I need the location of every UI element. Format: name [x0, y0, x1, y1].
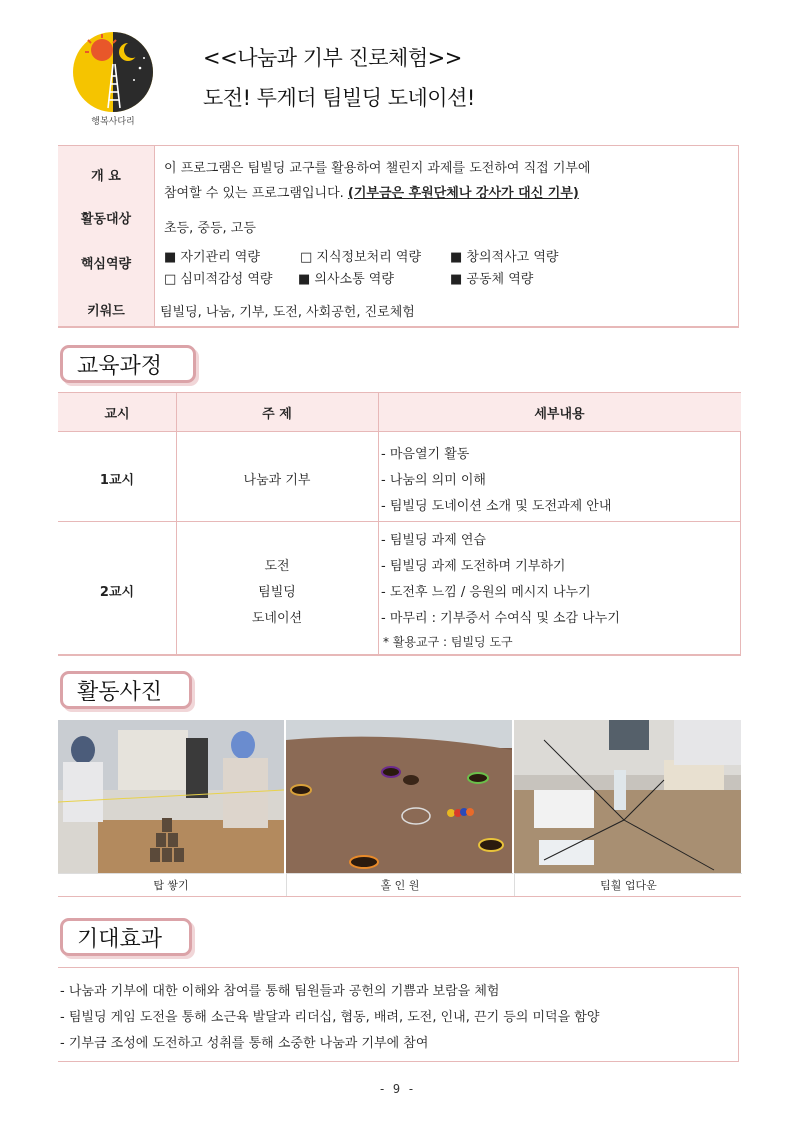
curriculum-header-period: 교시 — [58, 393, 176, 431]
period-1: 1교시 — [99, 473, 135, 488]
photo-tower-stacking — [58, 720, 284, 873]
competency-knowledge: □ 지식정보처리 역량 — [300, 250, 422, 265]
effect-item-2: - 팀빌딩 게임 도전을 통해 소근육 발달과 리더십, 협동, 배려, 도전, 인내, 끈기 등의 미덕을 함양 — [60, 1010, 600, 1025]
detail-2-5: * 활용교구 : 팀빌딩 도구 — [383, 635, 513, 649]
section-heading-effects: 기대효과 — [60, 918, 192, 956]
caption-teamwheel-updown: 팀훨 업다운 — [514, 873, 742, 896]
overview-summary-note: (기부금은 후원단체나 강사가 대신 기부) — [347, 186, 579, 201]
detail-1-3: - 팀빌딩 도네이션 소개 및 도전과제 안내 — [381, 499, 612, 514]
curriculum-table — [58, 392, 741, 656]
photo-teamwheel-updown — [514, 720, 741, 873]
competency-self-management: ■ 자기관리 역량 — [164, 250, 260, 265]
detail-2-4: - 마무리 : 기부증서 수여식 및 소감 나누기 — [381, 611, 620, 626]
photo-hole-in-one — [286, 720, 512, 873]
divider — [740, 431, 741, 654]
detail-2-1: - 팀빌딩 과제 연습 — [381, 533, 486, 548]
competency-community: ■ 공동체 역량 — [450, 272, 534, 287]
divider — [378, 393, 379, 654]
overview-label-summary: 개 요 — [58, 146, 155, 202]
page-title-line1: <<나눔과 기부 진로체험>> — [203, 46, 462, 70]
section-heading-curriculum: 교육과정 — [60, 345, 196, 383]
detail-2-3: - 도전후 느낌 / 응원의 메시지 나누기 — [381, 585, 591, 600]
divider — [58, 431, 741, 432]
competency-communication: ■ 의사소통 역량 — [298, 272, 394, 287]
topic-2-line3: 도네이션 — [251, 611, 303, 626]
overview-summary-text: 참여할 수 있는 프로그램입니다. — [164, 186, 348, 201]
effect-item-1: - 나눔과 기부에 대한 이해와 참여를 통해 팀원들과 공헌의 기쁨과 보람을 체험 — [60, 984, 500, 999]
overview-summary-line2 — [164, 182, 579, 201]
topic-1: 나눔과 기부 — [243, 473, 311, 488]
detail-1-2: - 나눔의 의미 이해 — [381, 473, 486, 488]
effect-item-3: - 기부금 조성에 도전하고 성취를 통해 소중한 나눔과 기부에 참여 — [60, 1036, 429, 1051]
overview-target-text: 초등, 중등, 고등 — [164, 221, 256, 236]
overview-summary-line1: 이 프로그램은 팀빌딩 교구를 활용하여 챌린지 과제를 도전하여 직접 기부에 — [164, 161, 591, 176]
curriculum-header-details: 세부내용 — [378, 393, 741, 431]
competency-creative: ■ 창의적사고 역량 — [450, 250, 559, 265]
activity-photos — [58, 720, 741, 898]
logo — [68, 30, 158, 126]
competency-aesthetic: □ 심미적감성 역량 — [164, 272, 273, 287]
topic-2-line1: 도전 — [264, 559, 290, 574]
page-number: - 9 - — [378, 1082, 415, 1096]
detail-1-1: - 마음열기 활동 — [381, 447, 470, 462]
divider — [58, 896, 741, 897]
effects-box — [58, 967, 739, 1062]
topic-2-line2: 팀빌딩 — [258, 585, 296, 600]
period-2: 2교시 — [99, 585, 135, 600]
divider — [58, 521, 741, 522]
caption-hole-in-one: 홀 인 원 — [286, 873, 513, 896]
overview-label-keyword: 키워드 — [58, 292, 155, 326]
section-heading-photos: 활동사진 — [60, 671, 192, 709]
curriculum-header-topic: 주 제 — [176, 393, 378, 431]
overview-keyword-text: 팀빌딩, 나눔, 기부, 도전, 사회공헌, 진로체험 — [160, 305, 415, 320]
overview-label-target: 활동대상 — [58, 202, 155, 232]
page-title-line2: 도전! 투게더 팀빌딩 도네이션! — [203, 86, 475, 110]
overview-label-competency: 핵심역량 — [58, 232, 155, 292]
logo-text: 행복사다리 — [91, 117, 135, 126]
detail-2-2: - 팀빌딩 과제 도전하며 기부하기 — [381, 559, 566, 574]
caption-tower-stacking: 탑 쌓기 — [58, 873, 284, 896]
overview-table — [58, 145, 739, 328]
